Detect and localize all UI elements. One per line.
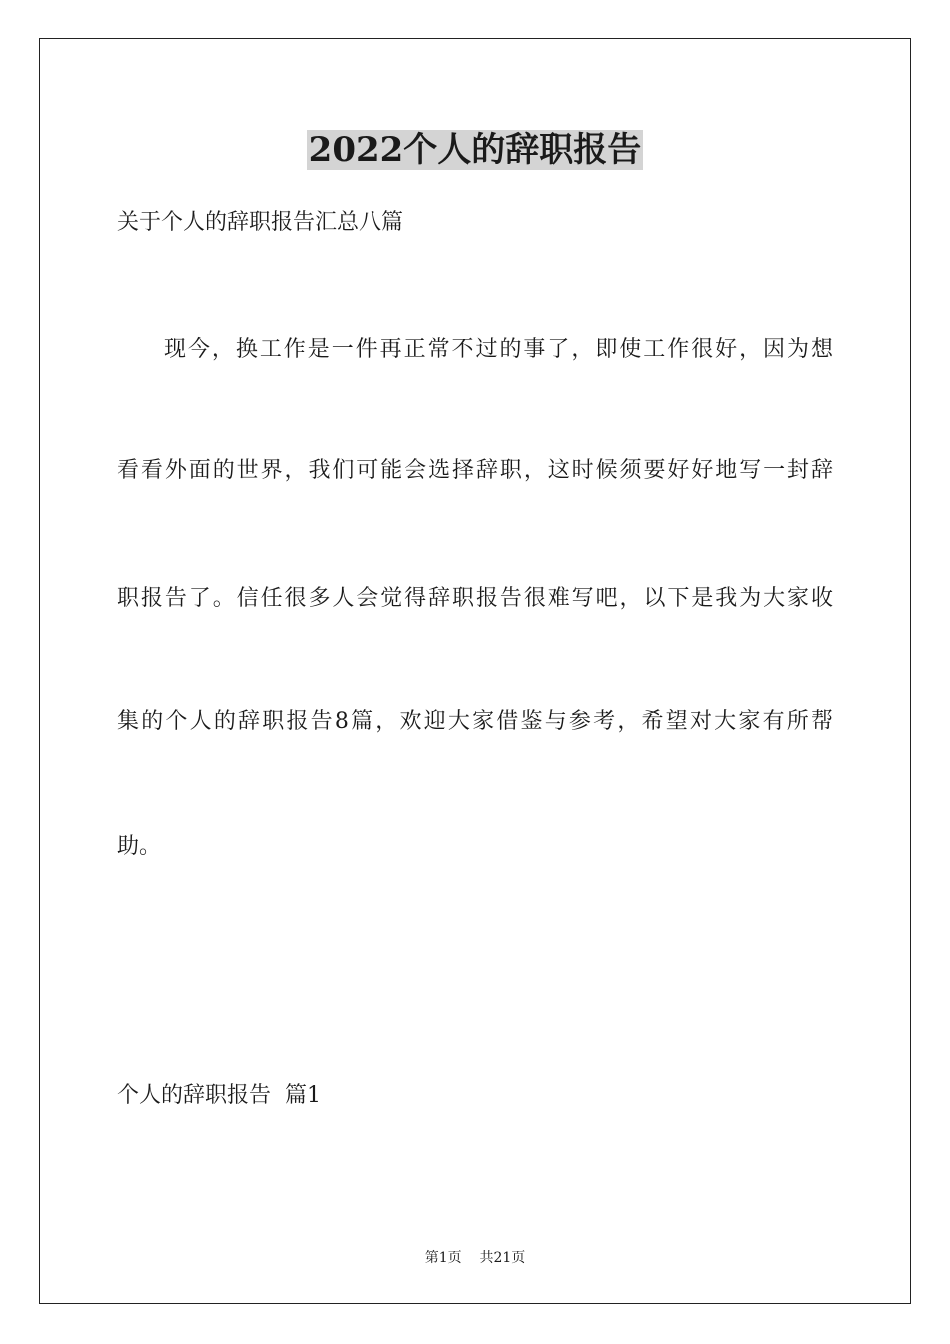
page-number-footer: 第1页 共21页: [424, 1250, 526, 1266]
intro-line-4: 集的个人的辞职报告8篇，欢迎大家借鉴与参考，希望对大家有所帮: [117, 709, 833, 734]
section-heading: 个人的辞职报告 篇1: [117, 1083, 321, 1108]
intro-line-2: 看看外面的世界，我们可能会选择辞职，这时候须要好好地写一封辞: [117, 458, 833, 483]
intro-line-1: 现今，换工作是一件再正常不过的事了，即使工作很好，因为想: [164, 337, 833, 362]
document-subtitle: 关于个人的辞职报告汇总八篇: [117, 210, 404, 235]
intro-line-5: 助。: [117, 834, 162, 859]
document-title: [0, 128, 950, 172]
document-title-text: 2022个人的辞职报告: [308, 130, 642, 170]
intro-line-3: 职报告了。信任很多人会觉得辞职报告很难写吧，以下是我为大家收: [117, 586, 833, 611]
